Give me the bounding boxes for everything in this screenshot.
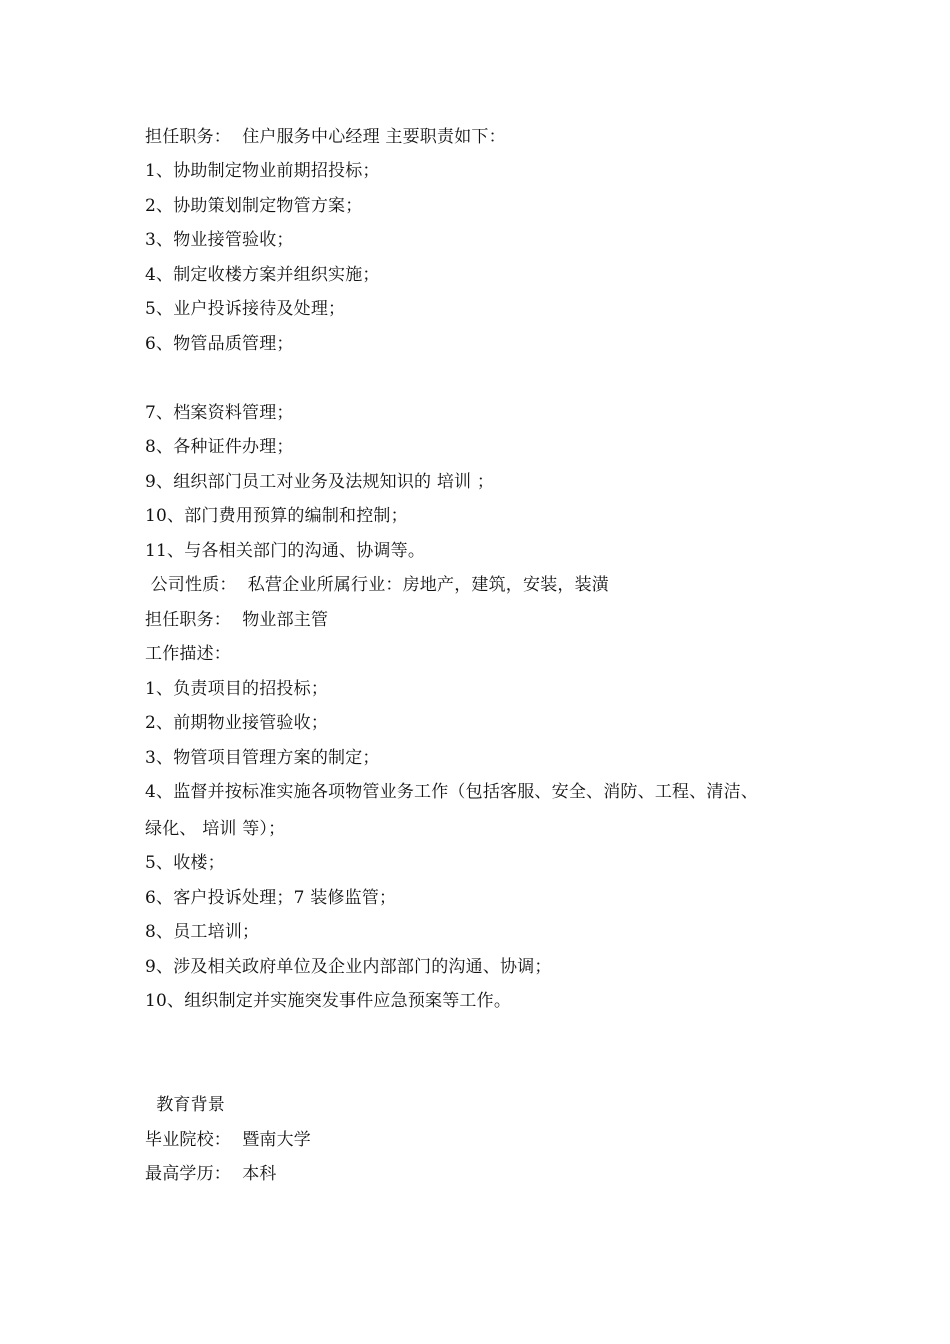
duty-item-2: 2、协助策划制定物管方案； (145, 196, 363, 216)
work-item-4: 4、监督并按标准实施各项物管业务工作（包括客服、安全、消防、工程、清洁、 (145, 782, 759, 802)
work-item-10: 10、组织制定并实施突发事件应急预案等工作。 (145, 991, 512, 1011)
duty-item-5: 5、业户投诉接待及处理； (145, 299, 346, 319)
duty-item-9: 9、组织部门员工对业务及法规知识的 培训 ； (145, 472, 495, 492)
work-item-9: 9、涉及相关政府单位及企业内部部门的沟通、协调； (145, 957, 552, 977)
job-title-line-2: 担任职务： 物业部主管 (145, 610, 329, 630)
duty-item-8: 8、各种证件办理； (145, 437, 294, 457)
work-item-2: 2、前期物业接管验收； (145, 713, 329, 733)
work-item-8: 8、员工培训； (145, 922, 260, 942)
duty-item-11: 11、与各相关部门的沟通、协调等。 (145, 541, 426, 561)
work-item-1: 1、负责项目的招投标； (145, 679, 329, 699)
duty-item-10: 10、部门费用预算的编制和控制； (145, 506, 408, 526)
duty-item-6: 6、物管品质管理； (145, 334, 294, 354)
duty-item-4: 4、制定收楼方案并组织实施； (145, 265, 380, 285)
duty-item-3: 3、物业接管验收； (145, 230, 294, 250)
education-heading: 教育背景 (145, 1095, 226, 1115)
graduation-school-line: 毕业院校： 暨南大学 (145, 1130, 312, 1150)
work-item-3: 3、物管项目管理方案的制定； (145, 748, 380, 768)
duty-item-1: 1、协助制定物业前期招投标； (145, 161, 380, 181)
work-description-heading: 工作描述： (145, 644, 231, 664)
highest-degree-line: 最高学历： 本科 (145, 1164, 277, 1184)
work-item-5: 5、收楼； (145, 853, 225, 873)
work-item-4-continued: 绿化、 培训 等）； (145, 819, 286, 839)
work-item-6-7: 6、客户投诉处理；7 装修监管； (145, 888, 397, 908)
job-title-line-1: 担任职务： 住户服务中心经理 主要职责如下： (145, 127, 506, 147)
company-nature-line: 公司性质： 私营企业所属行业：房地产，建筑，安装，装潢 (145, 575, 610, 595)
duty-item-7: 7、档案资料管理； (145, 403, 294, 423)
